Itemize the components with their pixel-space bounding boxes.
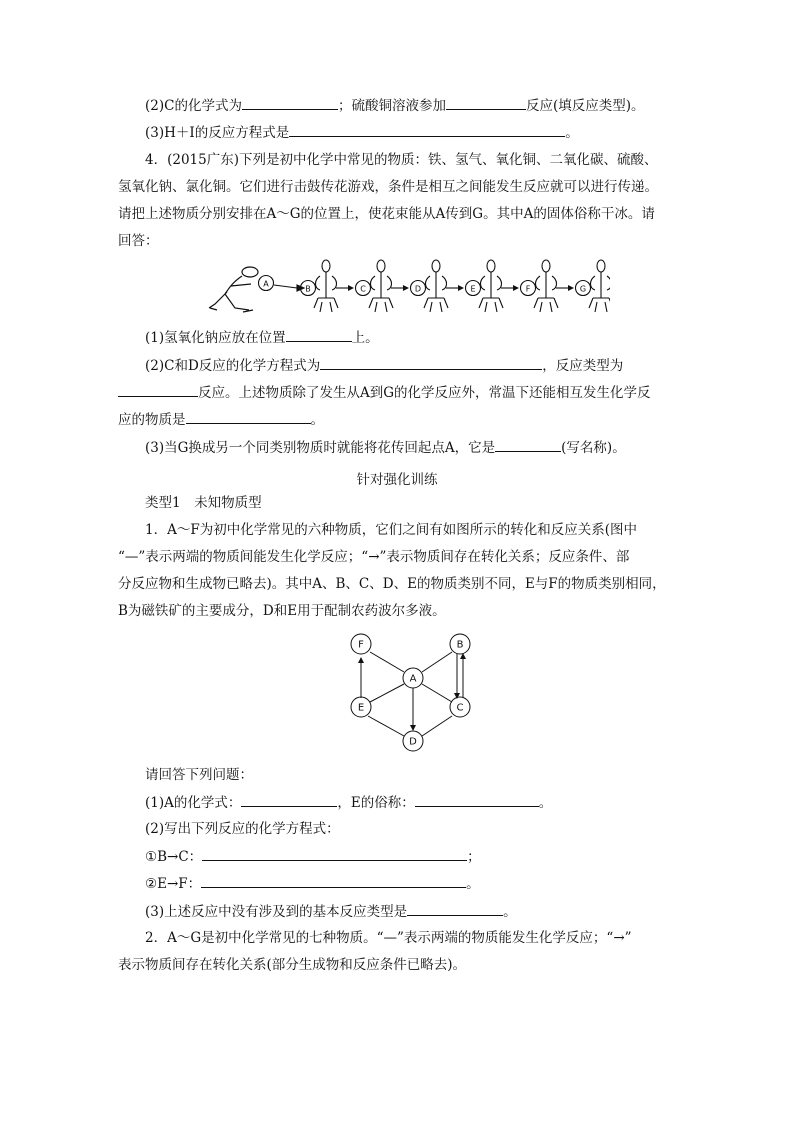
q1-stem-line-3: 分反应物和生成物已略去)。其中A、B、C、D、E的物质类别不同，E与F的物质类别相同， <box>118 576 666 592</box>
node-label-b: B <box>456 639 464 651</box>
relay-label-e: E <box>470 284 476 294</box>
q1-stem-line-1: 1．A～F为初中化学常见的六种物质，它们之间有如图所示的转化和反应关系(图中 <box>145 522 637 538</box>
q1-prompt: 请回答下列问题： <box>145 767 253 783</box>
q4-stem-line-3: 请把上述物质分别安排在A～G的位置上，使花束能从A传到G。其中A的固体俗称干冰。请 <box>118 206 655 222</box>
q4-stem-line-4: 回答： <box>118 233 159 249</box>
answer-blank[interactable] <box>415 793 539 807</box>
q4-stem-line-1: 4．(2015广东)下列是初中化学中常见的物质：铁、氢气、氧化铜、二氧化碳、硫酸、 <box>145 152 658 168</box>
answer-blank[interactable] <box>242 96 338 110</box>
q-prev-line-3: (3)H＋I的反应方程式是 。 <box>145 125 579 141</box>
answer-blank[interactable] <box>289 123 565 137</box>
relay-label-a: A <box>263 279 269 289</box>
relay-label-c: C <box>360 284 366 294</box>
relay-label-g: G <box>579 284 587 294</box>
q1-sub-2: (2)写出下列反应的化学方程式： <box>145 821 340 837</box>
edge-a-b <box>422 652 452 672</box>
q1-sub-2-1: ①B→C： ； <box>145 849 481 865</box>
edge-a-e <box>370 684 404 702</box>
relay-label-b: B <box>305 284 311 294</box>
answer-blank[interactable] <box>286 328 352 342</box>
relay-arrow-head <box>568 285 574 291</box>
node-label-c: C <box>456 702 464 714</box>
q4-sub-3: (3)当G换成另一个同类别物质时就能将花传回起点A，它是 (写名称)。 <box>145 440 626 456</box>
edge-c-d <box>422 716 452 736</box>
relay-label-d: D <box>414 284 422 294</box>
relation-diagram <box>340 628 480 754</box>
node-label-e: E <box>357 702 365 714</box>
answer-blank[interactable] <box>201 874 466 888</box>
q1-stem-line-2: “—”表示两端的物质间能发生化学反应；“→”表示物质间存在转化关系；反应条件、部 <box>118 549 630 565</box>
answer-blank[interactable] <box>446 96 526 110</box>
q4-sub-1: (1)氢氧化钠应放在位置 上。 <box>145 330 379 346</box>
answer-blank[interactable] <box>186 410 311 424</box>
relay-label-f: F <box>525 284 531 294</box>
thrower-figure <box>209 267 258 312</box>
q4-sub-2-line-2: 反应。上述物质除了发生从A到G的化学反应外，常温下还能相互发生化学反 <box>118 383 651 402</box>
answer-blank[interactable] <box>495 438 561 452</box>
edge-a-c <box>422 684 452 702</box>
answer-blank[interactable] <box>118 383 198 397</box>
node-label-f: F <box>358 639 364 651</box>
answer-blank[interactable] <box>320 356 542 370</box>
node-label-d: D <box>409 736 417 748</box>
answer-blank[interactable] <box>241 793 337 807</box>
q4-sub-2-line-1: (2)C和D反应的化学方程式为 ，反应类型为 <box>145 358 624 374</box>
type-title: 类型1 未知物质型 <box>145 495 262 511</box>
q4-sub-2-line-3: 应的物质是 。 <box>118 412 324 428</box>
node-label-a: A <box>409 673 417 685</box>
q1-stem-line-4: B为磁铁矿的主要成分，D和E用于配制农药波尔多液。 <box>118 603 446 619</box>
q1-sub-1: (1)A的化学式： ，E的俗称： 。 <box>145 795 553 811</box>
relay-arrow-head <box>458 285 464 291</box>
section-title: 针对强化训练 <box>356 472 438 488</box>
q1-sub-3: (3)上述反应中没有涉及到的基本反应类型是 。 <box>145 904 517 920</box>
relay-figure <box>205 258 610 320</box>
answer-blank[interactable] <box>202 847 467 861</box>
q2-stem-line-1: 2．A～G是初中化学常见的七种物质。“—”表示两端的物质能发生化学反应；“→” <box>145 930 632 946</box>
q4-stem-line-2: 氢氧化钠、氯化铜。它们进行击鼓传花游戏，条件是相互之间能发生反应就可以进行传递。 <box>118 179 658 195</box>
edge-a-f <box>370 652 404 672</box>
q-prev-line-2: (2)C的化学式为 ；硫酸铜溶液参加 反应(填反应类型)。 <box>145 98 645 114</box>
answer-blank[interactable] <box>407 902 503 916</box>
q1-sub-2-2: ②E→F： 。 <box>145 876 480 892</box>
relay-arrow-head <box>513 285 519 291</box>
q2-stem-line-2: 表示物质间存在转化关系(部分生成物和反应条件已略去)。 <box>118 957 467 973</box>
relay-arrow-head <box>403 285 409 291</box>
relay-arrow-head <box>348 285 354 291</box>
edge-e-d <box>368 716 404 736</box>
